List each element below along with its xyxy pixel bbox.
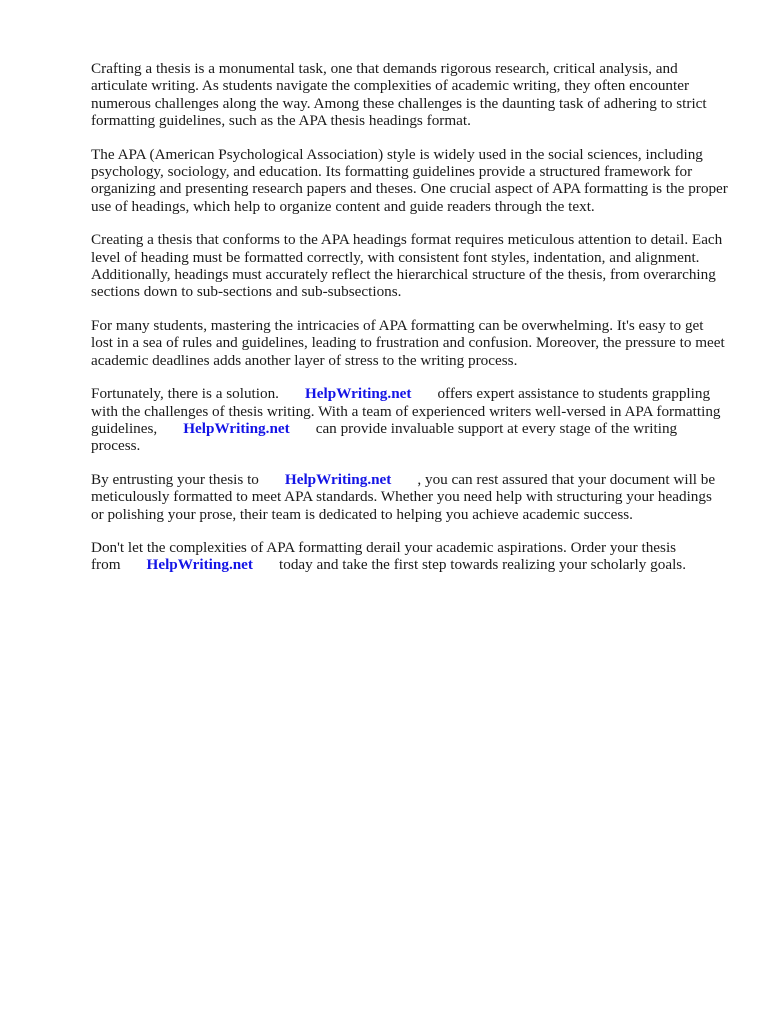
helpwriting-link[interactable]: HelpWriting.net (284, 470, 392, 488)
paragraph-entrusting-text-2: , you can rest assured that your document will be meticulously formatted to meet APA standards. Whether you need help with structuring your headings or polishing your prose, their team is dedicated to helping you achieve academic success. (91, 470, 716, 523)
paragraph-closing-text-1: Don't let the complexities of APA formatting derail your academic aspirations. Order your thesis from (91, 538, 677, 574)
paragraph-closing (91, 539, 728, 574)
paragraph-entrusting-text-1: By entrusting your thesis to (91, 470, 259, 488)
paragraph-intro: Crafting a thesis is a monumental task, one that demands rigorous research, critical analysis, and articulate writing. As students navigate the complexities of academic writing, they often encounter numerous challenges along the way. Among these challenges is the daunting task of adhering to strict formatting guidelines, such as the APA thesis headings format. (91, 60, 707, 130)
paragraph-closing-text-2: today and take the first step towards realizing your scholarly goals. (279, 556, 686, 574)
paragraph-challenges: For many students, mastering the intricacies of APA formatting can be overwhelming. It's easy to get lost in a sea of rules and guidelines, leading to frustration and confusion. Moreover, the pressure to meet academic deadlines adds another layer of stress to the writing process. (91, 316, 725, 369)
helpwriting-link[interactable]: HelpWriting.net (146, 556, 253, 574)
paragraph-entrusting (91, 471, 728, 523)
helpwriting-link[interactable]: HelpWriting.net (183, 419, 290, 437)
paragraph-solution (91, 385, 728, 455)
paragraph-solution-text-1: Fortunately, there is a solution. (91, 385, 279, 403)
paragraph-apa-style: The APA (American Psychological Association) style is widely used in the social sciences, including psychology, sociology, and education. Its formatting guidelines provide a structured framework for organizing and presenting research papers and theses. One crucial aspect of APA formatting is the proper use of headings, which help to organize content and guide readers through the text. (91, 145, 728, 215)
paragraph-solution-text-2: offers expert assistance to students grappling with the challenges of thesis writing. With a team of experienced writers well-versed in APA formatting guidelines, (91, 385, 721, 437)
paragraph-headings-format: Creating a thesis that conforms to the APA headings format requires meticulous attention to detail. Each level of heading must be formatted correctly, with consistent font styles, indentation, and alignment. Additionally, headings must accurately reflect the hierarchical structure of the thesis, from overarching sections down to sub-sections and sub-subsections. (91, 231, 723, 301)
paragraph-solution-text-3: can provide invaluable support at every stage of the writing process. (91, 419, 678, 455)
helpwriting-link[interactable]: HelpWriting.net (304, 385, 412, 403)
